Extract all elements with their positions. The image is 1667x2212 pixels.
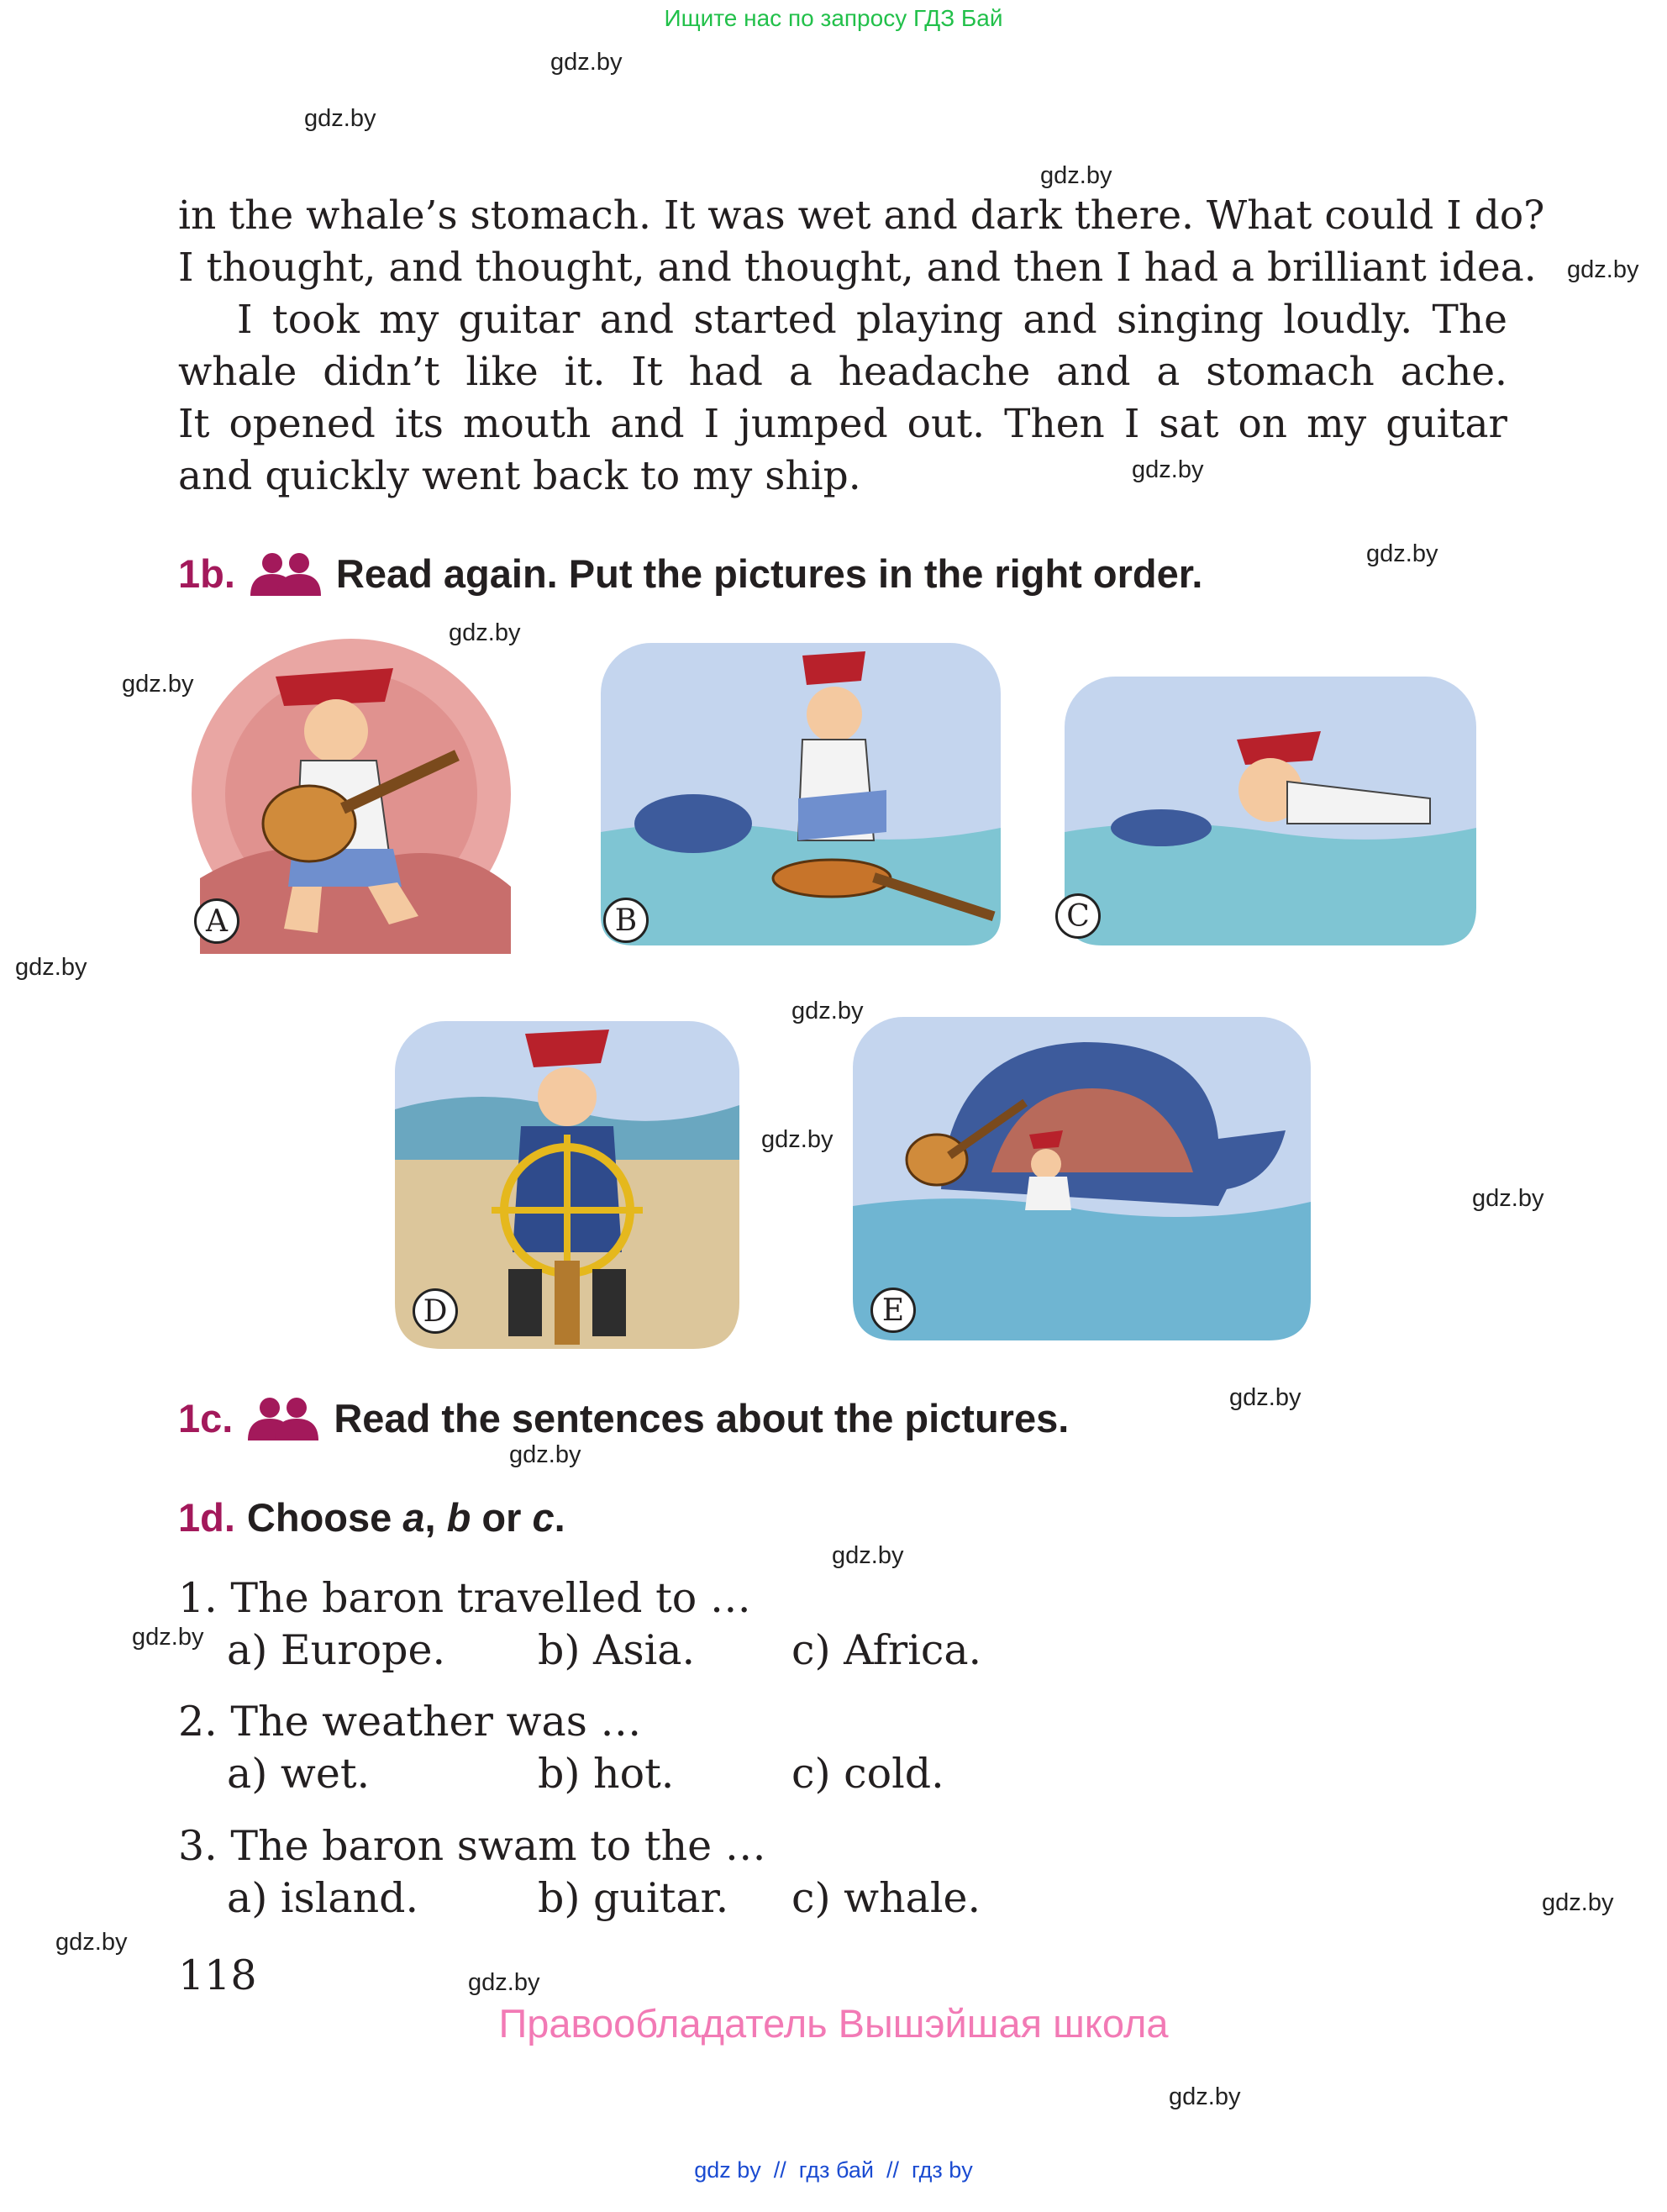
task-sep: ,: [424, 1495, 447, 1540]
watermark: gdz.by: [304, 105, 376, 132]
option-letter-a: a: [402, 1495, 425, 1540]
picture-e: [849, 1013, 1315, 1345]
question: 3. The baron swam to the …: [178, 1822, 766, 1870]
watermark: gdz.by: [468, 1969, 540, 1996]
story-line: It opened its mouth and I jumped out. Then I sat on my guitar: [178, 401, 1507, 447]
answer-option[interactable]: a) wet.: [227, 1750, 371, 1798]
task-1c: [178, 1395, 1069, 1441]
picture-label: A: [194, 898, 239, 944]
picture-b: [597, 639, 1005, 950]
pair-work-icon: [245, 1397, 322, 1440]
story-line: I thought, and thought, and thought, and then I had a brilliant idea.: [178, 245, 1537, 291]
watermark: gdz.by: [761, 1126, 834, 1153]
story-line: in the whale’s stomach. It was wet and dark there. What could I do?: [178, 192, 1545, 239]
answer-option[interactable]: a) Europe.: [227, 1626, 446, 1674]
task-sep: or: [471, 1495, 533, 1540]
watermark: gdz.by: [122, 671, 194, 698]
answer-option[interactable]: b) Asia.: [538, 1626, 696, 1674]
watermark: gdz.by: [15, 954, 87, 981]
watermark: gdz.by: [509, 1441, 581, 1468]
copyright-notice: Правообладатель Вышэйшая школа: [498, 2001, 1169, 2046]
picture-label: E: [870, 1288, 916, 1333]
story-line: and quickly went back to my ship.: [178, 453, 861, 499]
watermark: gdz.by: [1040, 162, 1112, 189]
story-line: whale didn’t like it. It had a headache and a stomach ache.: [178, 349, 1507, 395]
watermark: gdz.by: [449, 619, 521, 646]
picture-label: C: [1055, 893, 1101, 939]
task-instruction-pre: Choose: [246, 1495, 403, 1540]
watermark: gdz.by: [1366, 540, 1438, 567]
picture-label: D: [413, 1288, 458, 1334]
pair-work-icon: [247, 552, 324, 596]
watermark: gdz.by: [132, 1624, 204, 1651]
task-number: 1b.: [178, 551, 235, 596]
answer-option[interactable]: b) guitar.: [538, 1874, 729, 1922]
watermark: gdz.by: [1169, 2083, 1241, 2110]
watermark: gdz.by: [1542, 1889, 1614, 1916]
question: 1. The baron travelled to …: [178, 1574, 751, 1622]
watermark: gdz.by: [1472, 1185, 1544, 1212]
top-banner: Ищите нас по запросу ГДЗ Бай: [664, 5, 1003, 31]
watermark: gdz.by: [1567, 256, 1639, 283]
watermark: gdz.by: [791, 998, 864, 1024]
task-number: 1d.: [178, 1495, 235, 1540]
watermark: gdz.by: [1132, 456, 1204, 483]
answer-option[interactable]: c) Africa.: [791, 1626, 982, 1674]
task-number: 1c.: [178, 1396, 234, 1440]
story-line: I took my guitar and started playing and singing loudly. The: [237, 297, 1507, 343]
answer-option[interactable]: c) whale.: [791, 1874, 981, 1922]
option-letter-c: c: [532, 1495, 555, 1540]
task-end: .: [554, 1495, 565, 1540]
picture-label: B: [603, 898, 649, 943]
watermark: gdz.by: [55, 1929, 128, 1956]
task-1b: [178, 550, 1202, 597]
question: 2. The weather was …: [178, 1698, 642, 1746]
watermark: gdz.by: [1229, 1384, 1302, 1411]
answer-option[interactable]: a) island.: [227, 1874, 419, 1922]
footer-links[interactable]: gdz by // гдз бай // гдз by: [694, 2157, 973, 2183]
watermark: gdz.by: [832, 1542, 904, 1569]
task-instruction: Read the sentences about the pictures.: [334, 1396, 1070, 1440]
task-1d: [178, 1494, 565, 1540]
watermark: gdz.by: [550, 49, 623, 76]
story-text: [178, 190, 1545, 503]
page-number: 118: [178, 1951, 257, 1999]
picture-c: [1060, 672, 1480, 950]
task-instruction: Read again. Put the pictures in the right order.: [335, 551, 1203, 596]
answer-option[interactable]: b) hot.: [538, 1750, 675, 1798]
answer-option[interactable]: c) cold.: [791, 1750, 944, 1798]
option-letter-b: b: [446, 1495, 471, 1540]
